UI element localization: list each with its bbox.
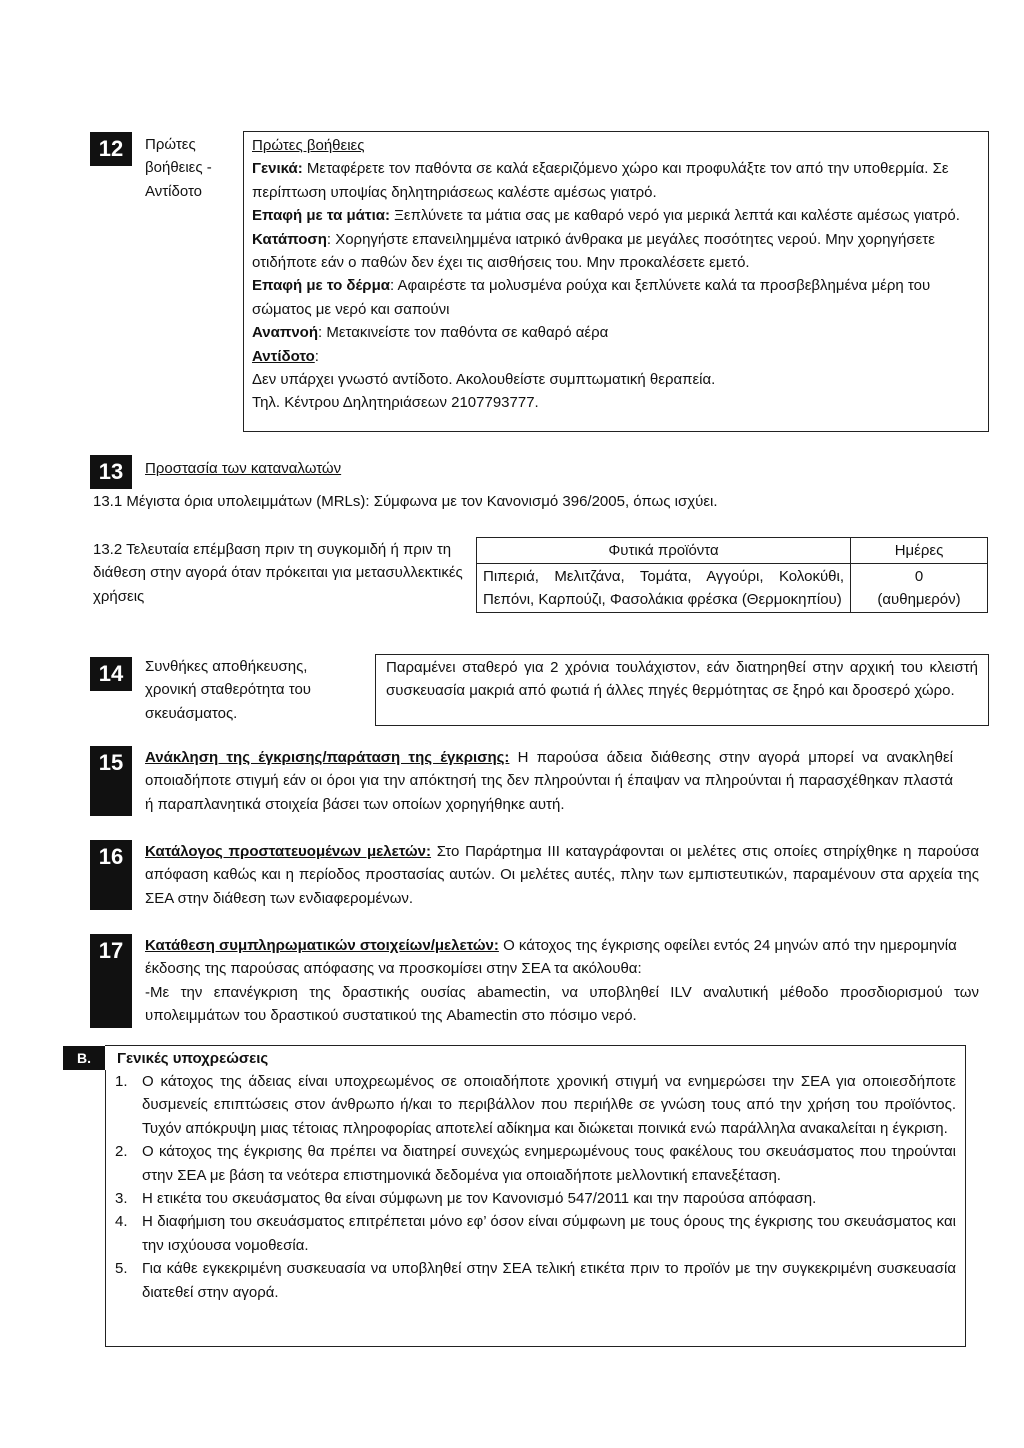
first-aid-skin: Επαφή με το δέρμα: Αφαιρέστε τα μολυσμένα ρούχα και ξεπλύνετε καλά τα προσβεβλημένα μέρη του σώματος με νερό και σαπούνι	[252, 277, 931, 318]
supplementary-data-paragraph: Κατάθεση συμπληρωματικών στοιχείων/μελετών: Ο κάτοχος της έγκρισης οφείλει εντός 24 μηνών από την ημερομηνία έκδοσης της παρούσας απόφασης να προσκομίσει στην ΣΕΑ τα ακόλουθα: -Με την επανέγκριση της δραστικής ουσίας abamectin, να υποβληθεί ILV αναλυτική μέθοδο προσδιορισμού των υπολειμμάτων του δραστικού συστατικού της Abamectin στο πόσιμο νερό.	[145, 934, 979, 1028]
first-aid-eyes: Επαφή με τα μάτια: Ξεπλύνετε τα μάτια σας με καθαρό νερό για μερικά λεπτά και καλέστε αμέσως γιατρό.	[252, 207, 960, 225]
table-header-days: Ημέρες	[851, 538, 988, 564]
first-aid-box	[243, 131, 989, 432]
supplementary-data-label: Κατάθεση συμπληρωματικών στοιχείων/μελετών:	[145, 937, 499, 954]
section-number-13: 13	[90, 455, 132, 489]
first-aid-antidote-label: Αντίδοτο:	[252, 347, 319, 365]
pre-harvest-table	[476, 537, 988, 613]
supplementary-data-item: -Με την επανέγκριση της δραστικής ουσίας abamectin, να υποβληθεί ILV αναλυτική μέθοδο προσδιορισμού των υπολειμμάτων του δραστικού συστατικού της Abamectin στο πόσιμο νερό.	[145, 983, 979, 1025]
list-item: 1. Ο κάτοχος της άδειας είναι υποχρεωμένος σε οποιαδήποτε χρονική στιγμή να ενημερώσει την ΣΕΑ για οποιεσδήποτε δυσμενείς επιπτώσεις στον άνθρωπο ή/και το περιβάλλον που περιήλθε σε γνώση τους από την χρήση του προϊόντος. Τυχόν απόκρυψη μιας τέτοιας πληροφορίας αποτελεί αδίκημα και διώκεται ποινικά ενώ παράλληλα ανακαλείται η έγκριση.	[115, 1073, 956, 1137]
general-obligations-top-border	[105, 1045, 966, 1046]
section-number-15: 15	[90, 746, 132, 816]
last-application-paragraph: 13.2 Τελευταία επέμβαση πριν τη συγκομιδή ή πριν τη διάθεση στην αγορά όταν πρόκειται για μετασυλλεκτικές χρήσεις	[93, 541, 463, 605]
first-aid-ingestion: Κατάποση: Χορηγήστε επανειλημμένα ιατρικό άνθρακα με μεγάλες ποσότητες νερού. Μην χορηγήσετε οτιδήποτε εάν ο παθών δεν έχει τις αισθήσεις του. Μην προκαλέσετε εμετό.	[252, 230, 935, 272]
table-cell-days: 0 (αυθημερόν)	[851, 564, 988, 613]
side-label-line-3: Αντίδοτο	[145, 182, 203, 200]
list-item: 5. Για κάθε εγκεκριμένη συσκευασία να υποβληθεί στην ΣΕΑ τελική ετικέτα πριν το προϊόν με την συγκεκριμένη συσκευασία διατεθεί στην αγορά.	[115, 1260, 956, 1301]
first-aid-antidote-text: Δεν υπάρχει γνωστό αντίδοτο. Ακολουθείστε συμπτωματική θεραπεία.	[252, 371, 716, 389]
storage-box: Παραμένει σταθερό για 2 χρόνια τουλάχιστον, εάν διατηρηθεί στην αρχική του κλειστή συσκευασία μακριά από φωτιά ή άλλες πηγές θερμότητας σε ξηρό και δροσερό χώρο.	[375, 654, 989, 726]
section-number-12: 12	[90, 132, 132, 166]
general-obligations-left-border	[105, 1070, 106, 1347]
first-aid-general: Γενικά: Μεταφέρετε τον παθόντα σε καλά εξαεριζόμενο χώρο και προφυλάξτε τον από την υποθερμία. Σε περίπτωση υποψίας δηλητηριάσεως καλέστε αμέσως γιατρό.	[252, 160, 949, 201]
general-obligations-list	[108, 1070, 956, 1304]
table-header-row	[477, 538, 988, 564]
table-header-crops: Φυτικά προϊόντα	[477, 538, 851, 564]
protected-studies-paragraph: Κατάλογος προστατευομένων μελετών: Στο Παράρτημα ΙΙΙ καταγράφονται οι μελέτες στις οποίες στηρίχθηκε η παρούσα απόφαση καθώς και η περίοδος προστασίας αυτών. Οι μελέτες αυτές, πλην των εμπιστευτικών, παραμένουν στα αρχεία της ΣΕΑ στην διάθεση των ενδιαφερομένων.	[145, 843, 980, 907]
side-label-line-2: βοήθειες -	[145, 159, 212, 177]
first-aid-heading: Πρώτες βοήθειες	[252, 137, 365, 154]
general-obligations-title: Γενικές υποχρεώσεις	[117, 1050, 269, 1067]
list-item: 3. Η ετικέτα του σκευάσματος θα είναι σύμφωνη με τον Κανονισμό 547/2011 και την παρούσα απόφαση.	[115, 1190, 817, 1208]
section-number-17: 17	[90, 934, 132, 1028]
section-letter-b: Β.	[63, 1046, 105, 1070]
poison-center-phone: Τηλ. Κέντρου Δηλητηριάσεων 2107793777.	[252, 394, 539, 412]
revocation-label: Ανάκληση της έγκρισης/παράταση της έγκρισης:	[145, 749, 510, 766]
section-12-side-label	[145, 133, 240, 203]
section-number-16: 16	[90, 840, 132, 910]
side-label-line-1: Πρώτες	[145, 136, 196, 153]
section-number-14: 14	[90, 657, 132, 691]
list-item: 2. Ο κάτοχος της έγκρισης θα πρέπει να διατηρεί συνεχώς ενημερωμένους τους φακέλους του σκευάσματος που τηρούνται στην ΣΕΑ με βάση τα νεότερα επιστημονικά δεδομένα για οποιαδήποτε μελλοντική επανεξέταση.	[115, 1143, 956, 1184]
section-13-title: Προστασία των καταναλωτών	[145, 460, 342, 477]
revocation-paragraph: Ανάκληση της έγκρισης/παράταση της έγκρισης: Η παρούσα άδεια διάθεσης στην αγορά μπορεί να ανακληθεί οποιαδήποτε στιγμή εάν οι όροι για την απόκτησή της δεν πληρούνται ή έπαψαν να πληρούνται ή παρασχέθηκαν πλαστά ή παραπλανητικά στοιχεία βάσει των οποίων χορηγήθηκε αυτή.	[145, 749, 953, 813]
table-cell-crops: Πιπεριά, Μελιτζάνα, Τομάτα, Αγγούρι, Κολοκύθι, Πεπόνι, Καρπούζι, Φασολάκια φρέσκα (Θερμοκηπίου)	[477, 564, 851, 613]
table-row	[477, 564, 988, 613]
storage-label: Συνθήκες αποθήκευσης, χρονική σταθερότητα του σκευάσματος.	[145, 658, 312, 722]
first-aid-inhalation: Αναπνοή: Μετακινείστε τον παθόντα σε καθαρό αέρα	[252, 324, 609, 342]
list-item: 4. Η διαφήμιση του σκευάσματος επιτρέπεται μόνο εφ’ όσον είναι σύμφωνη με τους όρους της έγκρισης του σκευάσματος και την ισχύουσα νομοθεσία.	[115, 1213, 956, 1254]
protected-studies-label: Κατάλογος προστατευομένων μελετών:	[145, 843, 432, 860]
mrl-paragraph: 13.1 Μέγιστα όρια υπολειμμάτων (MRLs): Σύμφωνα με τον Κανονισμό 396/2005, όπως ισχύει.	[93, 493, 718, 510]
